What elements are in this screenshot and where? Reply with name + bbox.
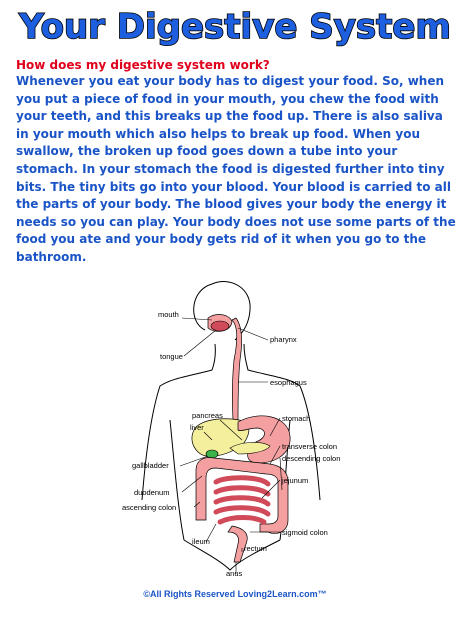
section-question: How does my digestive system work? xyxy=(16,58,270,72)
tongue-shape xyxy=(211,321,229,331)
label-sigmoid-colon: sigmoid colon xyxy=(282,528,328,537)
label-pancreas: pancreas xyxy=(192,411,223,420)
label-transverse-colon: transverse colon xyxy=(282,442,338,451)
label-liver: liver xyxy=(190,423,204,432)
label-rectum: rectum xyxy=(244,544,267,553)
label-descending-colon: descending colon xyxy=(282,454,341,463)
label-esophagus: esophagus xyxy=(270,378,307,387)
gallbladder-shape xyxy=(206,450,218,458)
label-tongue: tongue xyxy=(160,352,183,361)
small-intestine xyxy=(216,478,268,522)
label-ileum: ileum xyxy=(192,537,210,546)
page-title: Your Digestive System xyxy=(19,7,451,47)
body-paragraph: Whenever you eat your body has to digest your food. So, when you put a piece of food in your mouth, you chew the food with your teeth, and this breaks up the food up. There is also saliva in your mouth which also helps to break up food. When you swallow, the broken up food goes down a tube into your stomach. In your stomach the food is digested further into tiny bits. The tiny bits go into your blood. Your blood is carried to all the parts of your body. The blood gives your body the energy it needs so you can play. Your body does not use some parts of the food you ate and your body gets rid of it when you go to the bathroom. xyxy=(16,74,456,264)
label-stomach: stomach xyxy=(282,414,311,423)
copyright-notice: ©All Rights Reserved Loving2Learn.com™ xyxy=(143,589,327,599)
title-banner xyxy=(0,0,470,54)
digestive-diagram xyxy=(120,270,370,580)
label-jejunum: jejunum xyxy=(282,476,309,485)
label-gallbladder: gallbladder xyxy=(132,461,169,470)
label-mouth: mouth xyxy=(158,310,179,319)
label-duodenum: duodenum xyxy=(134,488,170,497)
label-pharynx: pharynx xyxy=(270,335,297,344)
esophagus-tube xyxy=(232,318,242,420)
label-ascending-colon: ascending colon xyxy=(122,503,177,512)
label-anus: anus xyxy=(226,569,243,578)
